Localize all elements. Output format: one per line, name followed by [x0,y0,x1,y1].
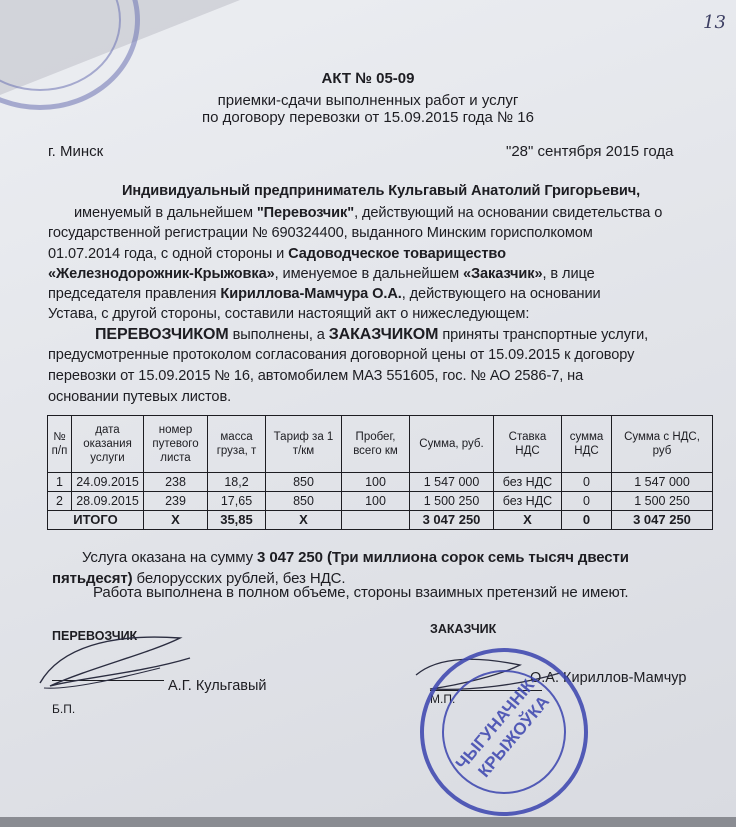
para2-text: выполнены, а [228,327,329,343]
table-cell [342,511,410,530]
table-cell: 1 [48,473,72,492]
table-header-row [48,416,713,473]
col-header-mass: масса груза, т [208,416,266,473]
customer-org: Садоводческое товарищество [288,246,506,262]
carrier-mark: Б.П. [52,702,76,716]
summary-amount-end: пятьдесят) [52,570,133,587]
para2-text: приняты транспортные услуги, [438,327,649,343]
table-cell: без НДС [494,473,562,492]
para2-line4: основании путевых листов. [48,389,232,405]
seal-text: ЧЫГУНАЧНІК-КРЫЖОЎКА [451,671,554,781]
customer-signature-label: ЗАКАЗЧИК [430,622,497,636]
table-cell: 1 547 000 [612,473,713,492]
customer-mark: М.П. [430,692,456,706]
carrier-caps: ПЕРЕВОЗЧИКОМ [95,326,229,343]
para1-line3: государственной регистрации № 690324400, выданного Минским горисполкомом [48,225,593,241]
act-date: "28" сентября 2015 года [506,143,674,160]
para2-line2: предусмотренные протоколом согласования договорной цены от 15.09.2015 к договору [48,347,635,363]
col-header-mileage: Пробег, всего км [342,416,410,473]
summary-amount: 3 047 250 (Три миллиона сорок семь тысяч двести [257,549,629,566]
customer-org-name: «Железнодорожник-Крыжовка» [48,266,275,282]
para1-text: , действующего на основании [401,286,601,302]
table-cell: 17,65 [208,492,266,511]
summary-line3: Работа выполнена в полном объеме, стороны взаимных претензий не имеют. [93,584,629,601]
table-cell: 1 500 250 [410,492,494,511]
table-cell: 1 500 250 [612,492,713,511]
table-row [48,492,713,511]
customer-caps: ЗАКАЗЧИКОМ [328,326,439,343]
col-header-sum: Сумма, руб. [410,416,494,473]
table-cell: 0 [562,492,612,511]
table-cell: Х [144,511,208,530]
customer-term: «Заказчик» [462,266,543,282]
page-number: 13 [703,12,726,33]
total-sum: 3 047 250 [410,511,494,530]
table-cell: 2 [48,492,72,511]
para1-text: , именуемое в дальнейшем [274,266,463,282]
para1-line1: Индивидуальный предприниматель Кульгавый Анатолий Григорьевич, [122,183,641,199]
para1-text: , действующий на основании свидетельства о [354,205,663,221]
total-label: ИТОГО [48,511,144,530]
table-cell: 100 [342,492,410,511]
table-cell: 850 [266,473,342,492]
para1-line7: Устава, с другой стороны, составили настоящий акт о нижеследующем: [48,306,530,322]
table-cell: 28.09.2015 [72,492,144,511]
table-cell: 850 [266,492,342,511]
para1-line2 [74,205,662,221]
services-table [47,415,713,530]
col-header-waybill: номер путевого листа [144,416,208,473]
table-cell: 24.09.2015 [72,473,144,492]
total-with-vat: 3 047 250 [612,511,713,530]
para1-text: именуемый в дальнейшем [74,205,257,221]
summary-line1 [82,549,629,566]
total-mass: 35,85 [208,511,266,530]
col-header-number: № п/п [48,416,72,473]
para2-line3: перевозки от 15.09.2015 № 16, автомобилем МАЗ 551605, гос. № АО 2586-7, на [48,368,584,384]
customer-signatory-name: О.А. Кириллов-Мамчур [530,670,687,686]
act-subtitle-2: по договору перевозки от 15.09.2015 года № 16 [202,109,534,126]
summary-text: Услуга оказана на сумму [82,549,258,566]
table-cell: 100 [342,473,410,492]
table-cell: Х [494,511,562,530]
col-header-vat-sum: сумма НДС [562,416,612,473]
table-cell: 239 [144,492,208,511]
act-title: АКТ № 05-09 [321,70,415,87]
para1-line4 [48,246,506,262]
para1-text: председателя правления [48,286,221,302]
carrier-term: "Перевозчик" [256,205,355,221]
table-cell: 238 [144,473,208,492]
col-header-date: дата оказания услуги [72,416,144,473]
table-cell: 18,2 [208,473,266,492]
carrier-signatory-name: А.Г. Кульгавый [168,678,267,694]
para1-line5 [48,266,595,282]
chairman-name: Кириллова-Мамчура О.А. [220,286,402,302]
carrier-signature [30,628,200,698]
table-cell: без НДС [494,492,562,511]
para2-line1 [95,326,648,344]
place: г. Минск [48,143,104,160]
total-vat: 0 [562,511,612,530]
para1-text: 01.07.2014 года, с одной стороны и [48,246,289,262]
table-total-row [48,511,713,530]
para1-line6 [48,286,601,302]
act-subtitle-1: приемки-сдачи выполненных работ и услуг [217,92,519,109]
para1-text: , в лице [542,266,595,282]
table-row [48,473,713,492]
table-cell: Х [266,511,342,530]
col-header-tariff: Тариф за 1 т/км [266,416,342,473]
table-cell: 0 [562,473,612,492]
table-cell: 1 547 000 [410,473,494,492]
carrier-signature-label: ПЕРЕВОЗЧИК [52,629,138,643]
summary-text: белорусских рублей, без НДС. [132,570,346,587]
col-header-vat-rate: Ставка НДС [494,416,562,473]
col-header-total-with-vat: Сумма с НДС, руб [612,416,713,473]
